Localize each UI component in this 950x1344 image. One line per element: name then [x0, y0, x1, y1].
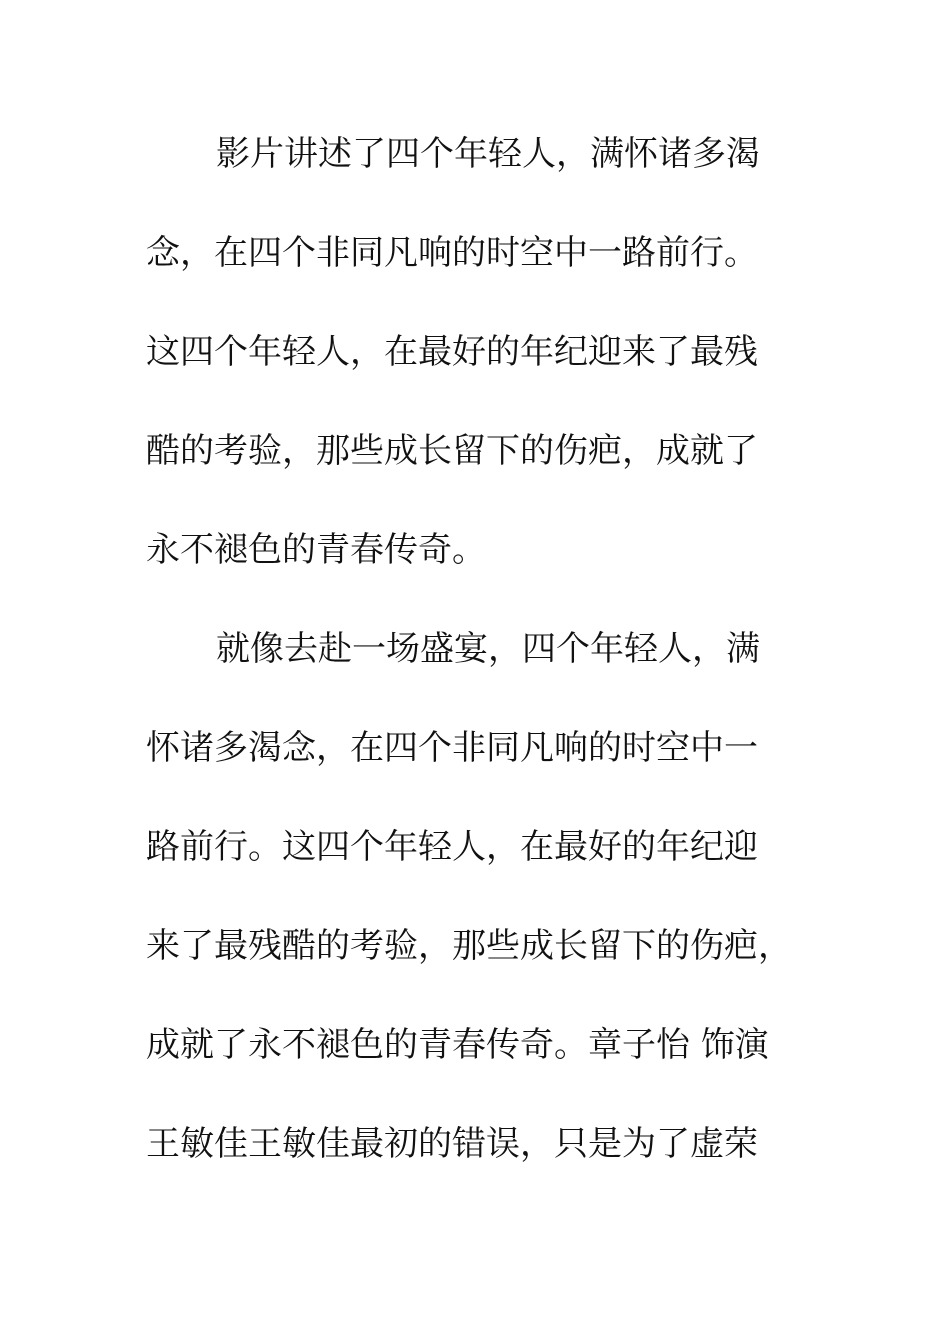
- paragraph-1-line-3: 这四个年轻人，在最好的年纪迎来了最残: [146, 332, 758, 372]
- paragraph-2-line-4: 来了最残酷的考验，那些成长留下的伤疤，: [146, 926, 792, 966]
- paragraph-1-line-1: 影片讲述了四个年轻人，满怀诸多渴: [216, 134, 760, 174]
- paragraph-1-line-2: 念，在四个非同凡响的时空中一路前行。: [146, 233, 758, 273]
- paragraph-2-line-6: 王敏佳王敏佳最初的错误，只是为了虚荣: [146, 1124, 758, 1164]
- paragraph-1-line-4: 酷的考验，那些成长留下的伤疤，成就了: [146, 431, 758, 471]
- paragraph-1-line-5: 永不褪色的青春传奇。: [146, 530, 486, 570]
- paragraph-2-line-1: 就像去赴一场盛宴，四个年轻人，满: [216, 629, 760, 669]
- paragraph-2-line-2: 怀诸多渴念，在四个非同凡响的时空中一: [146, 728, 758, 768]
- paragraph-2-line-3: 路前行。这四个年轻人，在最好的年纪迎: [146, 827, 758, 867]
- paragraph-2-line-5: 成就了永不褪色的青春传奇。章子怡 饰演: [146, 1025, 769, 1065]
